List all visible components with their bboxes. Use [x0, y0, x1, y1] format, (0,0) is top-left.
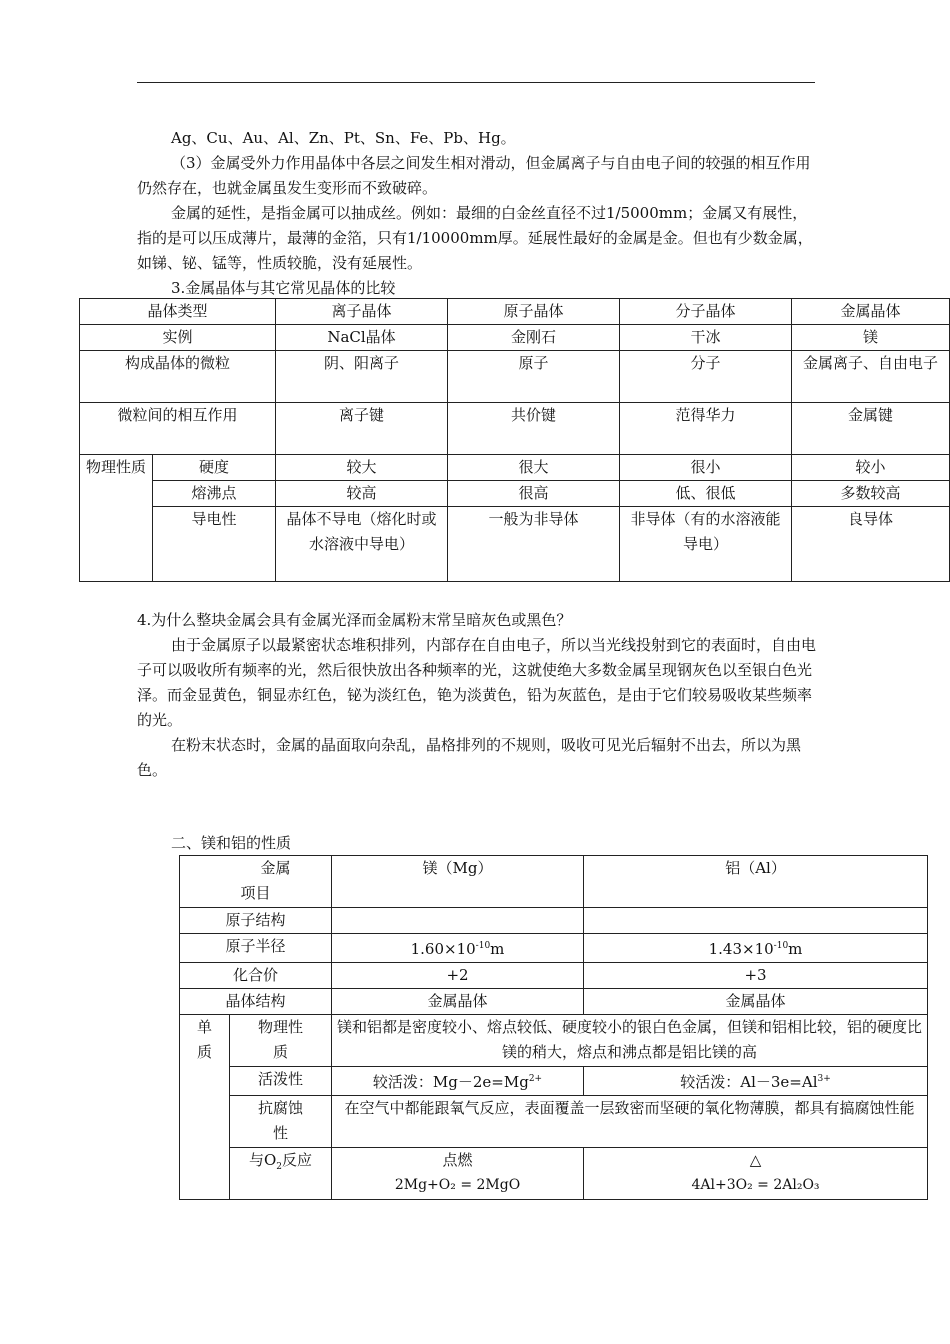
sub-label-corrosion: 抗腐蚀性	[230, 1096, 332, 1148]
mg-activity-charge: 2+	[528, 1074, 543, 1084]
paragraph-3: （3）金属受外力作用晶体中各层之间发生相对滑动，但金属离子与自由电子间的较强的相互作用仍然存在，也就金属虽发生变形而不致破碎。	[137, 154, 811, 197]
mg-radius-exp: -10	[475, 941, 491, 951]
al-activity-charge: 3+	[817, 1074, 831, 1084]
cell: 多数较高	[792, 481, 950, 507]
al-condition: △	[749, 1151, 762, 1169]
sub-label-o2	[230, 1148, 332, 1200]
al-equation: 4Al+3O₂ = 2Al₂O₃	[691, 1177, 820, 1193]
cell: 分子	[620, 351, 792, 403]
section-4-answer-1: 由于金属原子以最紧密状态堆积排列，内部存在自由电子，所以当光线投射到它的表面时，自由电子可以吸收所有频率的光，然后很快放出各种频率的光，这就使绝大多数金属呈现钢灰色以至银白色光泽。而金显黄色，铜显赤红色，铋为淡红色，铯为淡黄色，铅为灰蓝色，是由于它们较易吸收某些频率的光。	[137, 636, 817, 729]
header-rule	[137, 82, 815, 83]
row-label-physical: 物理性质	[80, 455, 153, 582]
al-valence: +3	[584, 963, 928, 989]
row-label-valence: 化合价	[180, 963, 332, 989]
cell: 晶体不导电（熔化时或水溶液中导电）	[276, 507, 448, 582]
cell: 干冰	[620, 325, 792, 351]
cell: 金属键	[792, 403, 950, 455]
cell: 共价键	[448, 403, 620, 455]
section-2-heading: 二、镁和铝的性质	[171, 834, 292, 852]
al-radius-base: 1.43×10	[708, 940, 774, 958]
sub-label-physical: 物理性质	[230, 1015, 332, 1067]
row-label-particles: 构成晶体的微粒	[80, 351, 276, 403]
cell: 很大	[448, 455, 620, 481]
cell: 低、很低	[620, 481, 792, 507]
al-radius	[584, 934, 928, 963]
mg-al-properties-table	[179, 855, 928, 1200]
head-item: 项目	[240, 884, 271, 902]
al-activity-text: 较活泼：Al－3e=Al	[680, 1073, 818, 1091]
row-label-example: 实例	[80, 325, 276, 351]
mg-radius	[332, 934, 584, 963]
cell: 较大	[276, 455, 448, 481]
metal-list: Ag、Cu、Au、Al、Zn、Pt、Sn、Fe、Pb、Hg。	[171, 129, 516, 147]
header-metallic: 金属晶体	[792, 299, 950, 325]
o2-label-sub: 2	[276, 1162, 283, 1172]
row-label-structure: 原子结构	[180, 908, 332, 934]
mg-valence: +2	[332, 963, 584, 989]
cell: 离子键	[276, 403, 448, 455]
cell: 阴、阳离子	[276, 351, 448, 403]
mg-o2	[332, 1148, 584, 1200]
header-ionic: 离子晶体	[276, 299, 448, 325]
section-4-question: 4.为什么整块金属会具有金属光泽而金属粉末常呈暗灰色或黑色？	[137, 611, 572, 629]
ductility-paragraph: 金属的延性，是指金属可以抽成丝。例如：最细的白金丝直径不过1/5000mm；金属又有展性，指的是可以压成薄片，最薄的金箔，只有1/10000mm厚。延展性最好的金属是金。但也有少数金属，如锑、铋、锰等，性质较脆，没有延展性。	[137, 204, 813, 272]
corrosion-text: 在空气中都能跟氧气反应，表面覆盖一层致密而坚硬的氧化物薄膜，都具有搞腐蚀性能	[332, 1096, 928, 1148]
crystal-comparison-table	[79, 298, 950, 582]
row-label-crystal: 晶体结构	[180, 989, 332, 1015]
cell: 很高	[448, 481, 620, 507]
cell: NaCl晶体	[276, 325, 448, 351]
cell: 原子	[448, 351, 620, 403]
mg-equation: 2Mg+O₂ = 2MgO	[394, 1177, 521, 1193]
sub-label-conductivity: 导电性	[153, 507, 276, 582]
sub-label-melting: 熔沸点	[153, 481, 276, 507]
cell: 金属离子、自由电子	[792, 351, 950, 403]
al-radius-unit: m	[788, 940, 803, 958]
mg-radius-base: 1.60×10	[410, 940, 476, 958]
header-molecular: 分子晶体	[620, 299, 792, 325]
head-metal: 金属	[260, 859, 291, 877]
mg-activity	[332, 1067, 584, 1096]
cell: 较高	[276, 481, 448, 507]
cell: 良导体	[792, 507, 950, 582]
cell: 范得华力	[620, 403, 792, 455]
section-4-answer-2: 在粉末状态时，金属的晶面取向杂乱，晶格排列的不规则，吸收可见光后辐射不出去，所以为黑色。	[137, 736, 802, 779]
physical-text: 镁和铝都是密度较小、熔点较低、硬度较小的银白色金属，但镁和铝相比较，铝的硬度比镁的稍大，熔点和沸点都是铝比镁的高	[332, 1015, 928, 1067]
corner-header	[180, 856, 332, 908]
o2-label-start: 与O	[248, 1151, 277, 1169]
cell	[584, 908, 928, 934]
al-radius-exp: -10	[773, 941, 789, 951]
row-label-interaction: 微粒间的相互作用	[80, 403, 276, 455]
header-mg: 镁（Mg）	[332, 856, 584, 908]
cell: 较小	[792, 455, 950, 481]
al-activity	[584, 1067, 928, 1096]
row-label-element: 单质	[180, 1015, 230, 1200]
al-crystal: 金属晶体	[584, 989, 928, 1015]
cell: 金刚石	[448, 325, 620, 351]
cell	[332, 908, 584, 934]
sub-label-hardness: 硬度	[153, 455, 276, 481]
mg-radius-unit: m	[490, 940, 505, 958]
mg-activity-text: 较活泼：Mg－2e=Mg	[372, 1073, 529, 1091]
mg-condition: 点燃	[442, 1151, 473, 1169]
row-label-radius: 原子半径	[180, 934, 332, 963]
mg-crystal: 金属晶体	[332, 989, 584, 1015]
section-3-heading: 3.金属晶体与其它常见晶体的比较	[171, 279, 396, 297]
header-atomic: 原子晶体	[448, 299, 620, 325]
al-o2	[584, 1148, 928, 1200]
o2-label-end: 反应	[282, 1151, 313, 1169]
header-crystal-type: 晶体类型	[80, 299, 276, 325]
cell: 很小	[620, 455, 792, 481]
cell: 一般为非导体	[448, 507, 620, 582]
cell: 镁	[792, 325, 950, 351]
sub-label-activity: 活泼性	[230, 1067, 332, 1096]
header-al: 铝（Al）	[584, 856, 928, 908]
cell: 非导体（有的水溶液能导电）	[620, 507, 792, 582]
